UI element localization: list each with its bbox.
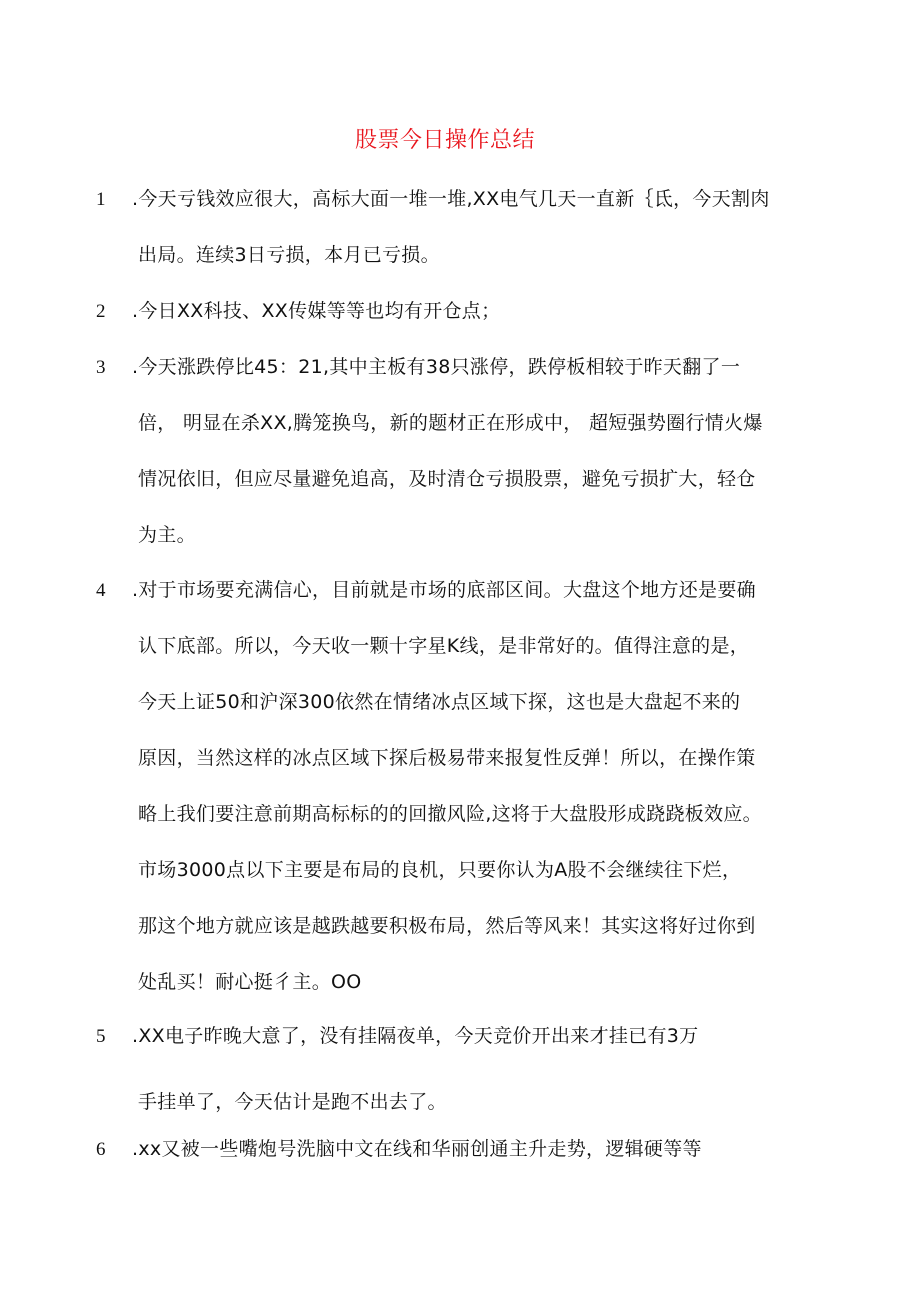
item-text: 今日XX科技、XX传媒等等也均有开仓点； [138, 300, 501, 322]
item-line: 情况依旧，但应尽量避免追高，及时清仓亏损股票，避免亏损扩大，轻仓 [138, 468, 756, 490]
item-line: 手挂单了，今天估计是跑不出去了。 [138, 1091, 447, 1113]
item-number: 2 [96, 301, 106, 322]
item-line: 那这个地方就应该是越跌越要积极布局，然后等风来！其实这将好过你到 [138, 915, 756, 937]
item-line: 市场3000点以下主要是布局的良机，只要你认为A股不会继续往下烂， [138, 859, 742, 881]
item-line: 原因，当然这样的冰点区域下探后极易带来报复性反弹！所以，在操作策 [138, 747, 756, 769]
item-text: 对于市场要充满信心，目前就是市场的底部区间。大盘这个地方还是要确 [138, 579, 756, 601]
item-line: 处乱买！耐心挺彳主。OO [138, 971, 362, 993]
item-number-dot: . [132, 1138, 139, 1160]
document-title: 股票今日操作总结 [354, 128, 535, 153]
item-line [96, 352, 740, 383]
item-line [96, 575, 756, 606]
item-text: XX电子昨晚大意了，没有挂隔夜单，今天竞价开出来才挂已有3万 [138, 1025, 699, 1047]
item-line: 倍， 明显在杀XX,腾笼换鸟，新的题材正在形成中， 超短强势圈行情火爆 [138, 412, 763, 434]
item-line: 认下底部。所以，今天收一颗十字星K线，是非常好的。值得注意的是， [138, 635, 750, 657]
item-number-dot: . [132, 579, 139, 601]
item-number-dot: . [132, 356, 139, 378]
item-line: 出局。连续3日亏损，本月已亏损。 [138, 244, 440, 266]
item-number: 3 [96, 357, 106, 378]
item-number: 5 [96, 1026, 106, 1047]
item-text: 今天亏钱效应很大，高标大面一堆一堆,XX电气几天一直新｛氐，今天割肉 [138, 188, 770, 210]
item-number-dot: . [132, 1025, 139, 1047]
item-number-dot: . [132, 188, 139, 210]
item-number-dot: . [132, 300, 139, 322]
item-line: 今天上证50和沪深300依然在情绪冰点区域下探，这也是大盘起不来的 [138, 691, 741, 713]
item-text: xx又被一些嘴炮号洗脑中文在线和华丽创通主升走势，逻辑硬等等 [138, 1138, 702, 1160]
item-line: 为主。 [138, 524, 196, 546]
item-line [96, 1134, 702, 1165]
item-number: 1 [96, 189, 106, 210]
item-line [96, 296, 500, 327]
item-number: 6 [96, 1139, 106, 1160]
item-line [96, 184, 770, 215]
item-line [96, 1021, 698, 1052]
item-number: 4 [96, 580, 106, 601]
item-line: 略上我们要注意前期高标标的的回撤风险,这将于大盘股形成跷跷板效应。 [138, 803, 762, 825]
item-text: 今天涨跌停比45：21,其中主板有38只涨停，跌停板相较于昨天翻了一 [138, 356, 741, 378]
